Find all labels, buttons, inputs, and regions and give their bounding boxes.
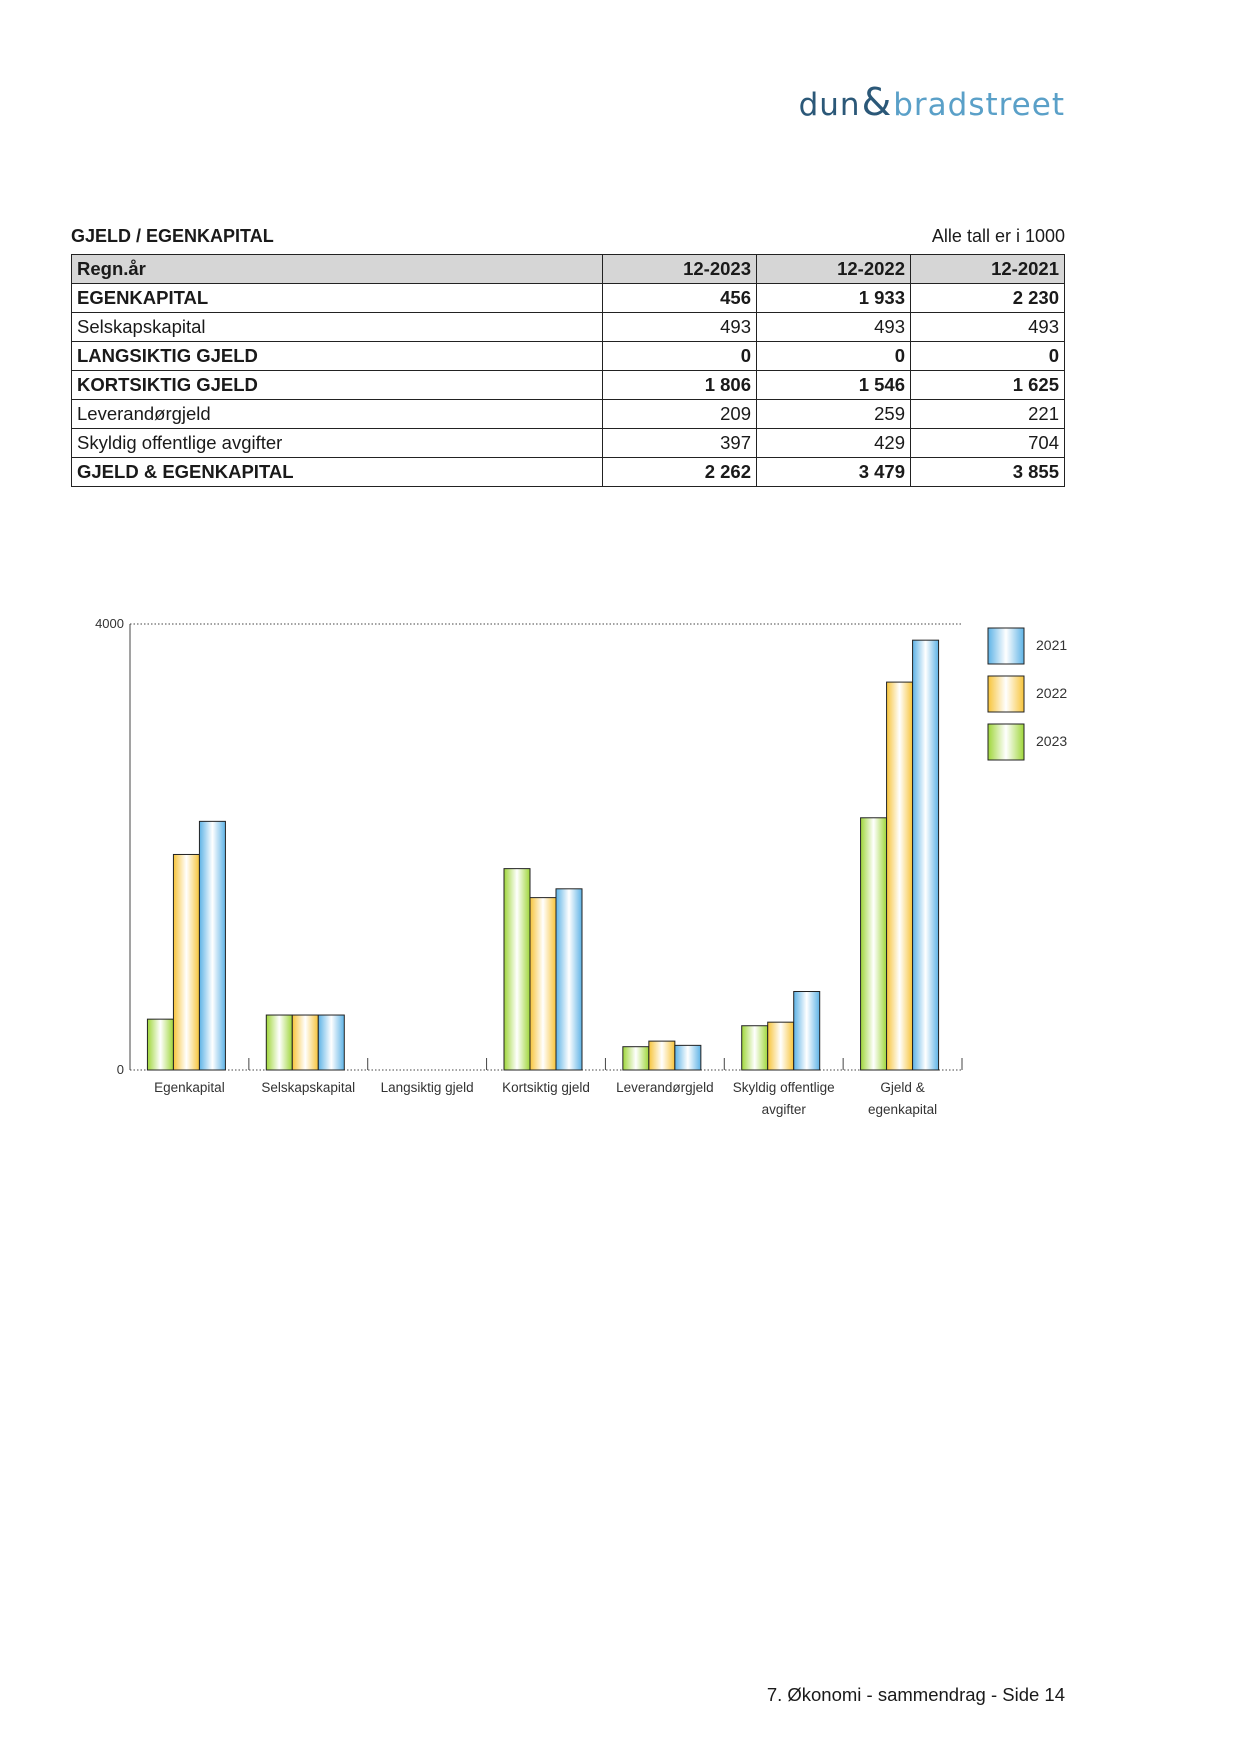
bar-2021-5 <box>794 992 820 1070</box>
x-category-label: Skyldig offentlige <box>732 1080 835 1095</box>
x-category-label: Kortsiktig gjeld <box>502 1080 590 1095</box>
row-label: KORTSIKTIG GJELD <box>72 371 603 400</box>
table-row <box>72 371 1065 400</box>
x-category-label: Leverandørgjeld <box>616 1080 714 1095</box>
table-row <box>72 284 1065 313</box>
bar-2021-4 <box>675 1045 701 1070</box>
table-row <box>72 400 1065 429</box>
bar-2022-4 <box>649 1041 675 1070</box>
row-value: 3 855 <box>911 458 1065 487</box>
x-category-label: Egenkapital <box>154 1080 225 1095</box>
bar-2022-0 <box>173 854 199 1070</box>
bar-2022-6 <box>887 682 913 1070</box>
table-row <box>72 458 1065 487</box>
row-label: GJELD & EGENKAPITAL <box>72 458 603 487</box>
header-2022: 12-2022 <box>757 255 911 284</box>
row-value: 493 <box>757 313 911 342</box>
row-label: Skyldig offentlige avgifter <box>72 429 603 458</box>
table-row <box>72 429 1065 458</box>
bar-chart <box>0 600 1241 1145</box>
debt-equity-table <box>71 254 1065 487</box>
row-value: 397 <box>603 429 757 458</box>
bar-2022-3 <box>530 898 556 1070</box>
bar-2023-1 <box>266 1015 292 1070</box>
units-note: Alle tall er i 1000 <box>931 226 1065 246</box>
legend-swatch-2023 <box>988 724 1024 760</box>
row-value: 456 <box>603 284 757 313</box>
bar-2023-6 <box>861 818 887 1070</box>
row-value: 3 479 <box>757 458 911 487</box>
y-tick-label: 4000 <box>95 616 124 631</box>
bar-2021-6 <box>913 640 939 1070</box>
row-value: 429 <box>757 429 911 458</box>
x-category-label: Gjeld & <box>880 1080 925 1095</box>
dun-bradstreet-logo <box>799 80 1065 124</box>
bar-2022-5 <box>768 1022 794 1070</box>
legend-swatch-2021 <box>988 628 1024 664</box>
section-title: GJELD / EGENKAPITAL <box>71 226 274 246</box>
x-category-label: egenkapital <box>868 1102 938 1117</box>
row-value: 493 <box>603 313 757 342</box>
row-value: 1 933 <box>757 284 911 313</box>
legend-label-2021: 2021 <box>1036 637 1068 653</box>
table-row <box>72 313 1065 342</box>
x-category-label: Selskapskapital <box>261 1080 356 1095</box>
table-header-row <box>72 255 1065 284</box>
row-value: 0 <box>603 342 757 371</box>
bar-2023-3 <box>504 869 530 1070</box>
row-value: 2 230 <box>911 284 1065 313</box>
bar-2021-0 <box>199 821 225 1070</box>
bar-2021-1 <box>318 1015 344 1070</box>
legend-label-2023: 2023 <box>1036 733 1068 749</box>
header-2023: 12-2023 <box>603 255 757 284</box>
row-value: 493 <box>911 313 1065 342</box>
y-tick-label: 0 <box>116 1062 124 1077</box>
row-value: 209 <box>603 400 757 429</box>
bar-2023-4 <box>623 1047 649 1070</box>
logo-text-dun: dun <box>798 87 861 123</box>
row-value: 1 806 <box>603 371 757 400</box>
row-value: 221 <box>911 400 1065 429</box>
legend-label-2022: 2022 <box>1036 685 1068 701</box>
row-value: 1 546 <box>757 371 911 400</box>
bar-2022-1 <box>292 1015 318 1070</box>
x-category-label: avgifter <box>761 1102 806 1117</box>
bar-2021-3 <box>556 889 582 1070</box>
table-row <box>72 342 1065 371</box>
row-value: 704 <box>911 429 1065 458</box>
row-label: Leverandørgjeld <box>72 400 603 429</box>
header-2021: 12-2021 <box>911 255 1065 284</box>
x-category-label: Langsiktig gjeld <box>380 1080 474 1095</box>
row-label: LANGSIKTIG GJELD <box>72 342 603 371</box>
bar-chart-svg <box>0 600 1241 1140</box>
row-label: EGENKAPITAL <box>72 284 603 313</box>
row-label: Selskapskapital <box>72 313 603 342</box>
row-value: 0 <box>911 342 1065 371</box>
row-value: 2 262 <box>603 458 757 487</box>
row-value: 259 <box>757 400 911 429</box>
bar-2023-0 <box>147 1019 173 1070</box>
row-value: 1 625 <box>911 371 1065 400</box>
row-value: 0 <box>757 342 911 371</box>
page-footer: 7. Økonomi - sammendrag - Side 14 <box>766 1684 1065 1705</box>
header-year-label: Regn.år <box>72 255 603 284</box>
logo-ampersand: & <box>861 80 893 124</box>
bar-2023-5 <box>742 1026 768 1070</box>
legend-swatch-2022 <box>988 676 1024 712</box>
logo-text-bradstreet: bradstreet <box>893 87 1065 123</box>
